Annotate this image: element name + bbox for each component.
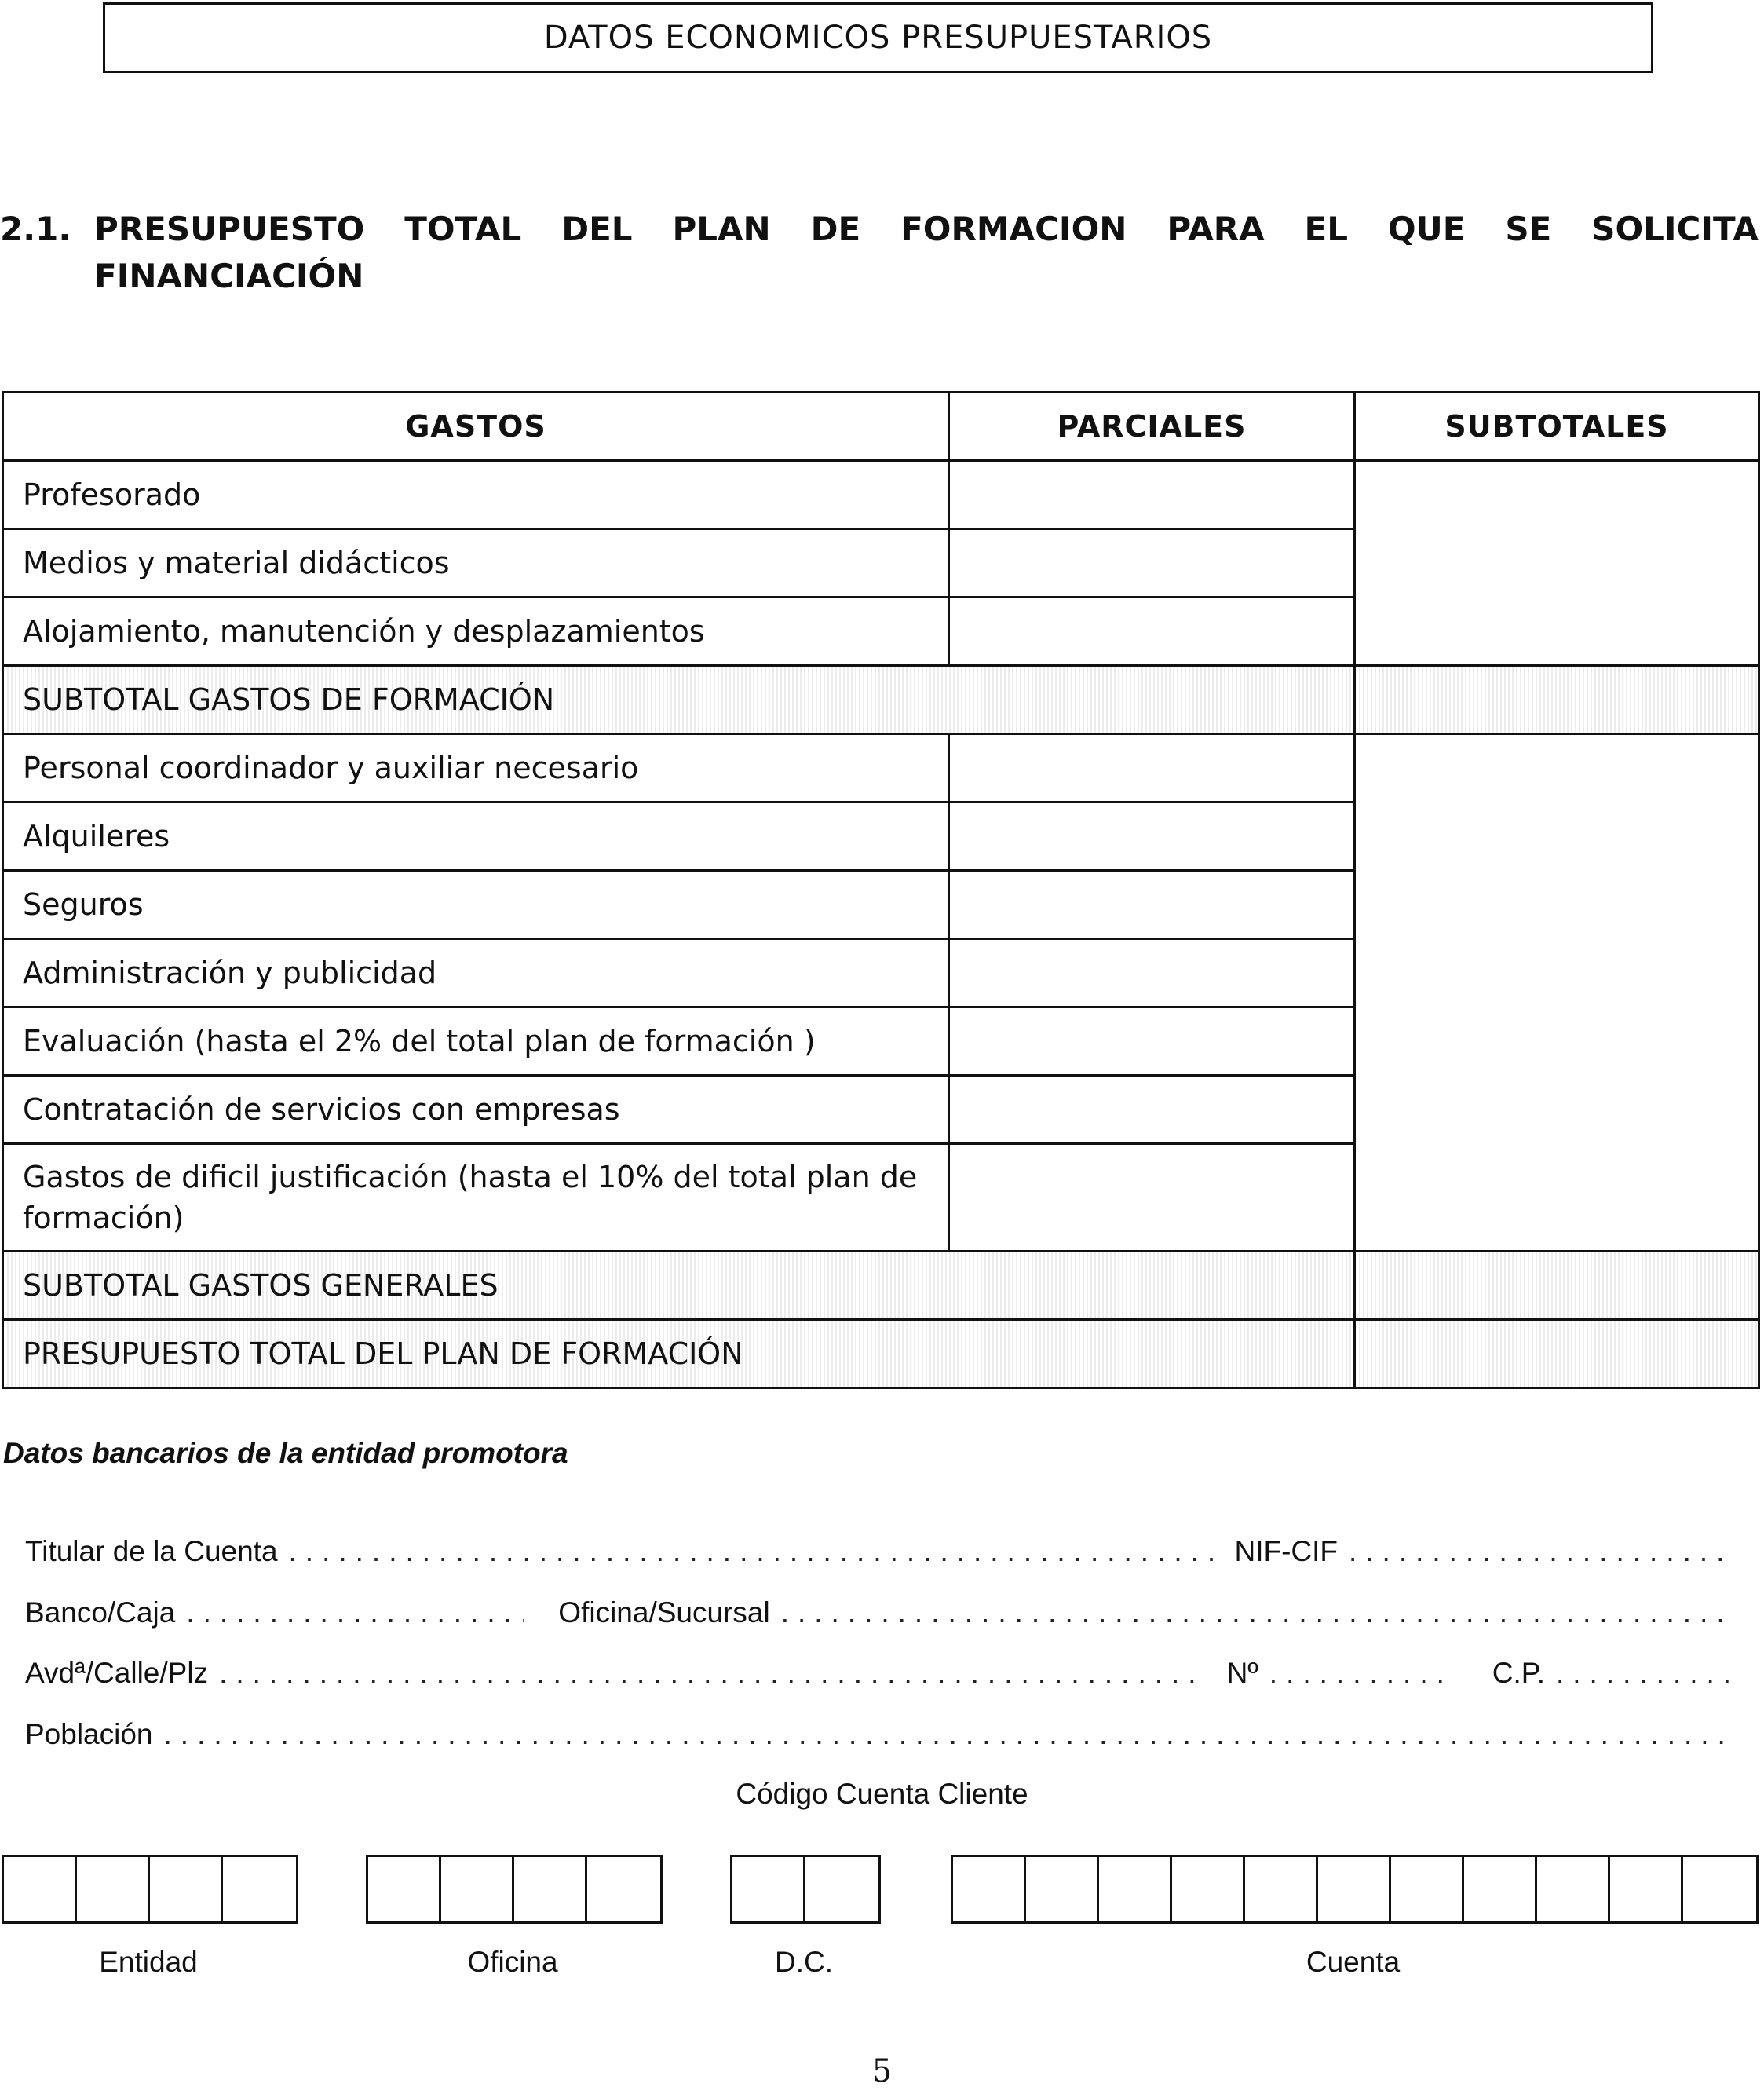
total-row	[3, 1320, 1759, 1388]
oficina-caption: Oficina	[467, 1946, 558, 1978]
heading-word: QUE	[1387, 210, 1466, 248]
digit-box[interactable]	[1610, 1857, 1683, 1921]
digit-box[interactable]	[150, 1857, 223, 1921]
parcial-input-cell[interactable]	[949, 802, 1355, 871]
expense-label: Personal coordinador y auxiliar necesario	[3, 734, 949, 802]
digit-box[interactable]	[1537, 1857, 1610, 1921]
digit-box[interactable]	[805, 1857, 878, 1921]
parcial-input-cell[interactable]	[949, 461, 1355, 529]
page-title-box	[103, 2, 1653, 73]
digit-box[interactable]	[1683, 1857, 1756, 1921]
subtotal-input-cell[interactable]	[1355, 666, 1759, 734]
calle-label: Avdª/Calle/Plz	[25, 1657, 209, 1689]
expense-label: Alquileres	[3, 802, 949, 871]
subtotal-input-cell[interactable]	[1355, 1252, 1759, 1320]
digit-box[interactable]	[953, 1857, 1026, 1921]
subtotal-training-label: SUBTOTAL GASTOS DE FORMACIÓN	[3, 666, 1355, 734]
oficina-boxes	[366, 1855, 663, 1924]
parcial-input-cell[interactable]	[949, 529, 1355, 598]
poblacion-field[interactable]	[164, 1718, 1726, 1751]
digit-box[interactable]	[732, 1857, 805, 1921]
entidad-caption: Entidad	[99, 1946, 198, 1978]
bank-line-poblacion	[25, 1718, 1737, 1757]
subtotal-row	[3, 666, 1759, 734]
digit-box[interactable]	[368, 1857, 441, 1921]
numero-field[interactable]	[1269, 1657, 1450, 1690]
digit-box[interactable]	[441, 1857, 514, 1921]
heading-word: SE	[1505, 210, 1552, 248]
header-subtotales: SUBTOTALES	[1355, 393, 1759, 461]
budget-header-row	[3, 393, 1759, 461]
expense-label: Evaluación (hasta el 2% del total plan de formación )	[3, 1007, 949, 1076]
cp-field[interactable]	[1556, 1657, 1737, 1690]
titular-label: Titular de la Cuenta	[25, 1535, 278, 1567]
digit-box[interactable]	[1464, 1857, 1537, 1921]
digit-box[interactable]	[1318, 1857, 1391, 1921]
bank-section-title: Datos bancarios de la entidad promotora	[3, 1437, 568, 1469]
bank-line-calle	[25, 1657, 1737, 1696]
cuenta-boxes	[951, 1855, 1759, 1924]
oficina-sucursal-label: Oficina/Sucursal	[558, 1596, 770, 1629]
expense-label: Contratación de servicios con empresas	[3, 1076, 949, 1144]
expense-label: Alojamiento, manutención y desplazamientos	[3, 598, 949, 666]
expense-label: Gastos de dificil justificación (hasta el 10% del total plan de formación)	[3, 1144, 949, 1252]
bank-line-titular	[25, 1535, 1737, 1574]
digit-box[interactable]	[1391, 1857, 1464, 1921]
heading-word: FORMACION	[900, 210, 1127, 248]
subtotal-general-label: SUBTOTAL GASTOS GENERALES	[3, 1252, 1355, 1320]
heading-word: PRESUPUESTO	[94, 210, 365, 248]
digit-box[interactable]	[1172, 1857, 1245, 1921]
parcial-input-cell[interactable]	[949, 871, 1355, 939]
banco-field[interactable]	[186, 1596, 524, 1629]
parcial-input-cell[interactable]	[949, 1007, 1355, 1076]
bank-line-banco	[25, 1596, 1737, 1636]
heading-word: PLAN	[672, 210, 771, 248]
expense-label: Profesorado	[3, 461, 949, 529]
parcial-input-cell[interactable]	[949, 1144, 1355, 1252]
digit-box[interactable]	[1099, 1857, 1172, 1921]
heading-word: PARA	[1167, 210, 1265, 248]
digit-box[interactable]	[514, 1857, 587, 1921]
table-row	[3, 461, 1759, 529]
page-number: 5	[871, 2053, 893, 2089]
digit-box[interactable]	[4, 1857, 77, 1921]
section-title-line1	[94, 206, 1759, 253]
subtotal-blank-cell	[1355, 461, 1759, 666]
expense-label: Seguros	[3, 871, 949, 939]
nif-label: NIF-CIF	[1234, 1535, 1338, 1567]
expense-label: Administración y publicidad	[3, 939, 949, 1007]
cp-label: C.P.	[1492, 1657, 1545, 1689]
cuenta-caption: Cuenta	[1306, 1946, 1401, 1978]
header-parciales: PARCIALES	[949, 393, 1355, 461]
page-title: DATOS ECONOMICOS PRESUPUESTARIOS	[543, 20, 1213, 56]
digit-box[interactable]	[1245, 1857, 1318, 1921]
table-row	[3, 734, 1759, 802]
section-heading	[0, 206, 1759, 300]
parcial-input-cell[interactable]	[949, 939, 1355, 1007]
titular-field[interactable]	[289, 1535, 1224, 1568]
heading-word: SOLICITA	[1591, 210, 1759, 248]
dc-caption: D.C.	[775, 1946, 833, 1978]
ccc-label: Código Cuenta Cliente	[736, 1778, 1028, 1810]
parcial-input-cell[interactable]	[949, 734, 1355, 802]
heading-word: DEL	[561, 210, 633, 248]
heading-word: DE	[810, 210, 861, 248]
banco-label: Banco/Caja	[25, 1596, 176, 1629]
digit-box[interactable]	[77, 1857, 150, 1921]
digit-box[interactable]	[587, 1857, 660, 1921]
heading-word: TOTAL	[404, 210, 522, 248]
digit-box[interactable]	[1026, 1857, 1099, 1921]
subtotal-blank-cell	[1355, 734, 1759, 1252]
digit-box[interactable]	[223, 1857, 296, 1921]
heading-word: EL	[1304, 210, 1348, 248]
dc-boxes	[730, 1855, 881, 1924]
section-title-line2: FINANCIACIÓN	[94, 257, 364, 295]
calle-field[interactable]	[219, 1657, 1200, 1690]
section-number: 2.1.	[0, 210, 71, 248]
oficina-sucursal-field[interactable]	[781, 1596, 1726, 1629]
parcial-input-cell[interactable]	[949, 1076, 1355, 1144]
subtotal-row	[3, 1252, 1759, 1320]
entidad-boxes	[2, 1855, 298, 1924]
header-gastos: GASTOS	[3, 393, 949, 461]
nif-field[interactable]	[1349, 1535, 1726, 1568]
total-label: PRESUPUESTO TOTAL DEL PLAN DE FORMACIÓN	[3, 1320, 1355, 1388]
poblacion-label: Población	[25, 1718, 153, 1750]
numero-label: Nº	[1226, 1657, 1258, 1689]
expense-label: Medios y material didácticos	[3, 529, 949, 598]
budget-table	[2, 391, 1760, 1389]
parcial-input-cell[interactable]	[949, 598, 1355, 666]
total-input-cell[interactable]	[1355, 1320, 1759, 1388]
